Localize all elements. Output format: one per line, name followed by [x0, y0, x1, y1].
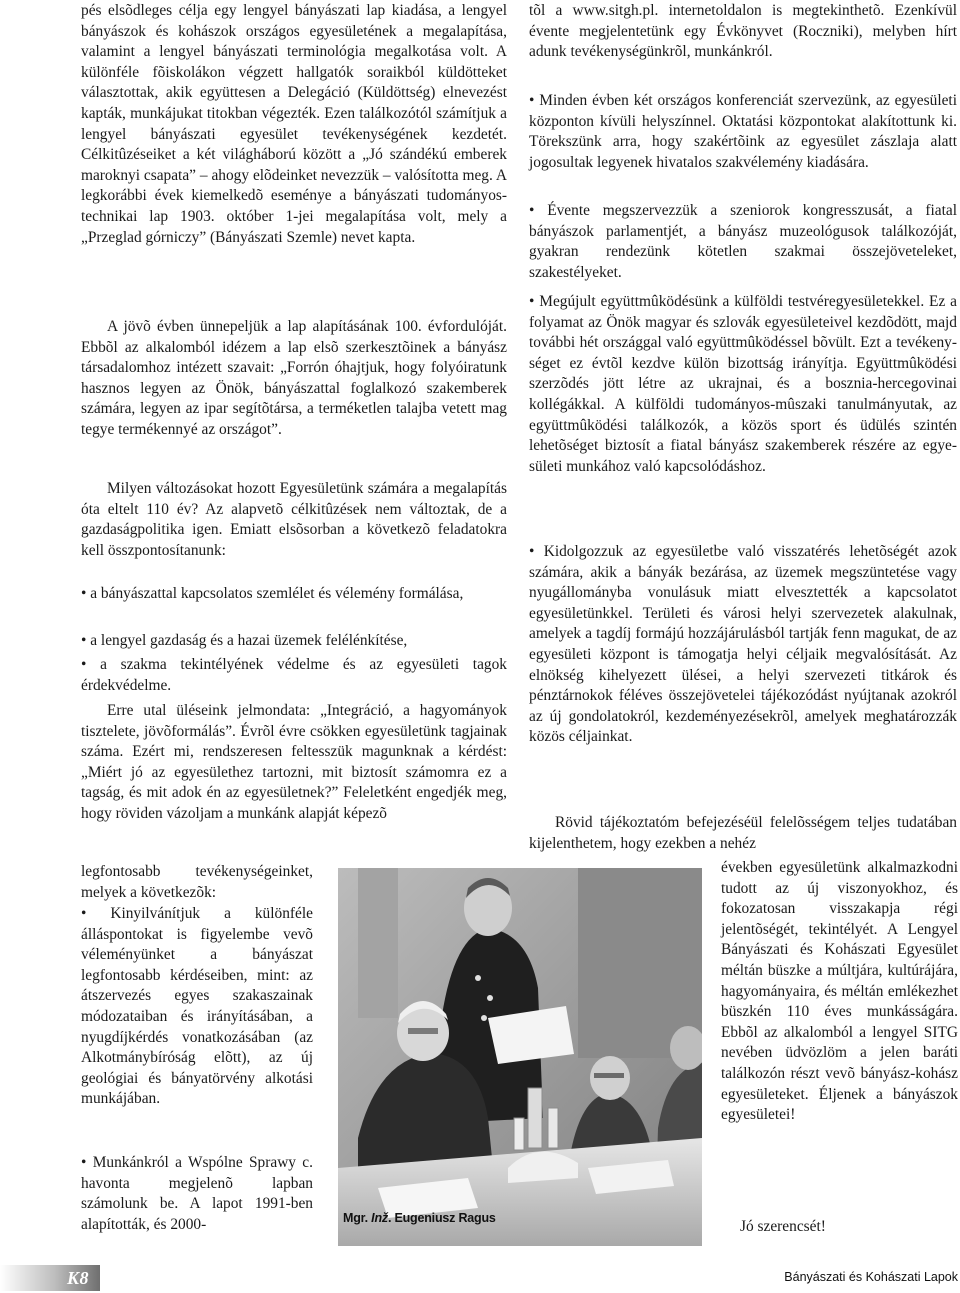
left-paragraph-4-text: Erre utal üléseink jelmondata: „Integráció, a hagyományok tisztelete, jövõformálás”. Évrõl évre csökken egyesületünk tagjainak száma. Ezért mi, rendszeresen feltesszük magunknak a kérdést: „Miért jó az egyesülethez tartozni, mit biztosít számomra ez a tagság, és mit adok én az egyesületnek?” Feleletként engedjék meg, hogy röviden vázoljam a munkánk alapját képezõ	[81, 702, 507, 822]
journal-name: Bányászati és Kohászati Lapok	[784, 1270, 958, 1284]
right-paragraph-5-text: Rövid tájékoztatóm befejezéséül felelõsségem teljes tudatában kijelenthetem, hogy ezekben a nehéz	[529, 814, 957, 852]
right-paragraph-5-tail: években egyesületünk alkalmazkodni tudott az új viszonyokhoz, és fokozatosan visszakapja régi jelentõségét, tekintélyét. A Lengyel Bányászati és Kohászati Egyesület méltán büszke a múltjára, kultúrájára, hagyományaira, és méltán emlékezhet büszkén 110 éves munkásságára. Ebbõl az alkalomból a lengyel SITG nevében üdvözlöm a jelen baráti találkozón részt vevõ bányász-kohász egyesületeket. Éljenek a bányászok egyesületei!	[721, 859, 958, 1124]
page-number: K8	[67, 1268, 90, 1288]
right-bullet-3: • Megújult együttmûködésünk a külföldi testvéregyesületekkel. Ez a folyamat az Önök magyar és szlovák egyesületeivel kezdõdött, majd további hét országgal való együttmûködéssel bõvült. Ezt a tevékenységet ez évtõl kezdve külön bizottság irányítja. Együttmûködési szerzõdés jött létre az ukrajnai, és a bosznia-hercegovinai kollégákkal. A külföldi tudományos-mûszaki tanulmányutak, az együttmûködési találkozók, a közös sport és üdülés szintén lehetõséget biztosít a fiatal bányász szakemberek részére az egyesületi munkához való kapcsolódáshoz.	[529, 293, 957, 475]
left-bullet-2: • a lengyel gazdaság és a hazai üzemek felélénkítése,	[81, 632, 408, 649]
caption-name: . Eugeniusz Ragus	[387, 1211, 496, 1225]
left-paragraph-4-tail: legfontosabb tevékenységeinket, melyek a következõk:	[81, 863, 313, 901]
right-bullet-4: • Kidolgozzuk az egyesületbe való visszatérés lehetõségét azok számára, akik a bányák bezárása, az üzemek megszüntetése vagy nyugállományba vonulásuk miatt elvesztették a kapcsolatot egyesületünkkel. Területi és városi helyi szervezetek alakulnak, amelyek a tagdíj formájú hozzájárulásból tartják fenn magukat, de az egyesületi központ is támogatja helyi céljaik megvalósítását. Az elnökség kihelyezett ülései, a helyi szervezeti titkárok és pénztárnokok féléves összejövetelei tájékozódást nyújtanak azokról az új gondolatokról, kezdeményezésekrõl, amelyek meghatározzák közös céljainkat.	[529, 543, 957, 746]
left-paragraph-2	[81, 317, 507, 441]
meeting-photo-illustration	[338, 868, 702, 1246]
left-paragraph-3-text: Milyen változásokat hozott Egyesületünk számára a megalapítás óta eltelt 110 év? Az alapvetõ célkitûzések nem változtak, de a gazdaságpolitika igen. Emiatt elsõsorban a következõ feladatokra kell összpontosítanunk:	[81, 480, 507, 559]
left-bullet-5: • Munkánkról a Wspólne Sprawy c. havonta megjelenõ lapban számolunk be. A lapot 1991-ben alapították, és 2000-	[81, 1154, 313, 1233]
right-paragraph-1: tõl a www.sitgh.pl. internetoldalon is megtekinthetõ. Ezenkívül évente megjelentetünk egy Évkönyvet (Roczniki), melyben hírt adunk tevékenységünkrõl, munkánkról.	[529, 2, 957, 61]
page-footer	[0, 1262, 960, 1293]
left-paragraph-4	[81, 701, 507, 825]
photo-caption	[343, 1211, 496, 1225]
right-bullet-1: • Minden évben két országos konferenciát szervezünk, az egyesületi központon kívüli helyszínnel. Oktatási központokat alakítottunk ki. Törekszünk arra, hogy szakértõink az egyesület zászlaja alatt jogosultak legyenek hivatalos szakvélemény kiadására.	[529, 92, 957, 171]
right-bullet-2: • Évente megszervezzük a szeniorok kongresszusát, a fiatal bányászok parlamentjét, a bányász muzeológusok találkozóját, gyakran rendezünk kötetlen szakmai összejöveteleket, szakestélyeket.	[529, 202, 957, 281]
left-paragraph-2-text: A jövõ évben ünnepeljük a lap alapításának 100. évfordulóját. Ebbõl az alkalomból idézem a lap elsõ szerkesztõinek a bányász társadalomhoz intézett szavait: „Forrón óhajtjuk, hogy folyóiratunk hasznos legyen az Önök, bányászattal foglalkozó szakemberek számára, legyen az ipar segítõtársa, a terméketlen talajba vetett mag tegye termékennyé az országot”.	[81, 318, 507, 438]
caption-title: Mgr.	[343, 1211, 372, 1225]
photo	[338, 868, 702, 1246]
right-paragraph-5	[529, 813, 957, 854]
left-paragraph-1: pés elsõdleges célja egy lengyel bányászati lap kiadása, a lengyel bányászok és kohászok országos egyesületének a megalapítása, valamint a lengyel bányászati terminológia megalkotása volt. A különféle fõiskolákon végzett hallgatók soraikból küldötteket választottak, akik együttesen a Delegáció (Küldöttség) elnevezést kapták, munkájukat titokban végezték. Ezen találkozótól számítjuk a lengyel bányászati egyesület tevékenységének kezdetét. Célkitûzéseiket a két világháború között a „Jó szándékú emberek maroknyi csapata” – ahogy elõdeinket nevezzük – valósította meg. A legkorábbi évek kiemelkedõ eseménye a bányászati tudományos-technikai lap 1903. október 1-jei megalapítása volt, mely a „Przeglad górniczy” (Bányászati Szemle) nevet kapta.	[81, 2, 507, 246]
caption-title-abbrev: Inž	[371, 1211, 388, 1225]
closing-greeting: Jó szerencsét!	[740, 1218, 826, 1235]
left-bullet-4: • Kinyilvánítjuk a különféle álláspontokat is figyelembe vevõ véleményünket a bányászat legfontosabb kérdéseiben, mint: az átszervezés egyes szakaszainak módozataiban és irányításában, a nyugdíjkérdés vonatkozásában (az Alkotmánybíróság elõtt), az új geológiai és bányatörvény alkotási munkájában.	[81, 905, 313, 1108]
left-bullet-1: • a bányászattal kapcsolatos szemlélet és vélemény formálása,	[81, 585, 464, 602]
left-bullet-3: • a szakma tekintélyének védelme és az egyesületi tagok érdekvédelme.	[81, 656, 507, 694]
left-paragraph-3	[81, 479, 507, 561]
